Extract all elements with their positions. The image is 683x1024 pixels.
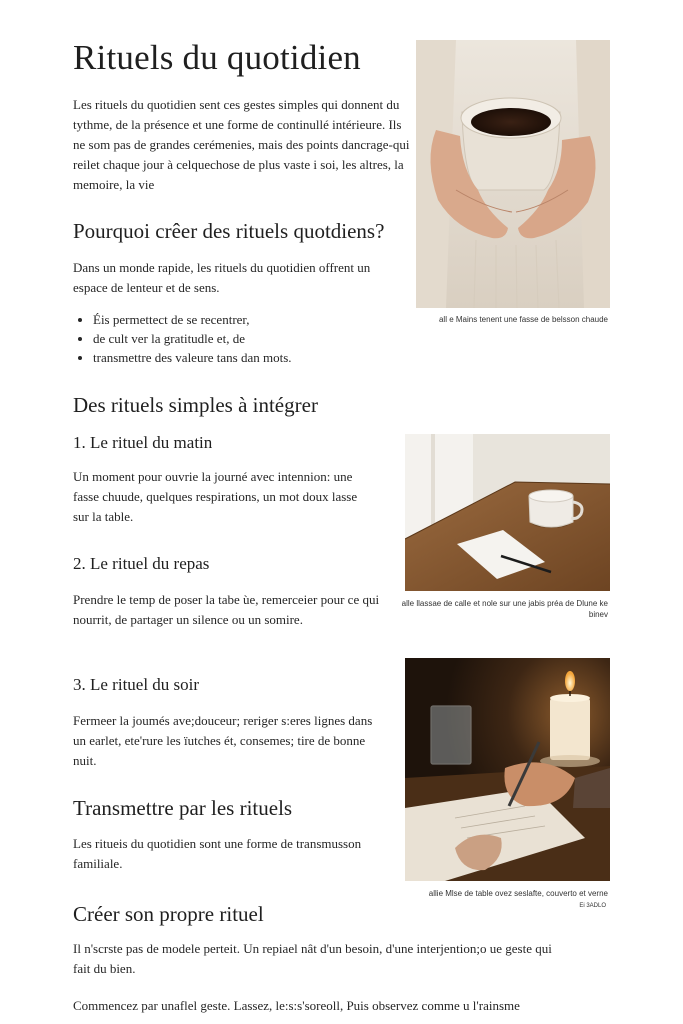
why-paragraph: Dans un monde rapide, les rituels du quotidien offrent un espace de lenteur et de sens.	[73, 260, 371, 295]
list-item: • Éis permettect de se recentrer,	[93, 310, 413, 329]
list-item: • transmettre des valeure tans dan mots.	[93, 348, 413, 367]
section-heading-create: Créer son propre rituel	[73, 902, 264, 926]
image-caption: alle llassae de calle et nole sur une jabis préa de Dlune ke binev	[401, 599, 608, 619]
why-bullet-list	[73, 310, 413, 367]
subheading-morning: 1. Le rituel du matin	[73, 433, 213, 452]
evening-paragraph: Fermeer la joumés ave;douceur; reriger s:eres lignes dans un earlet, ete'rure les ïutches ét, consemes; tire de bonne nuit.	[73, 713, 373, 768]
intro-paragraph: Les rituels du quotidien sent ces gestes simples qui donnent du tythme, de la présence et une forme de continullé intérieure. Ils ne som pas de grandes cerémenies, mais des points dancrage-qui reilet chaque jour à celquechose de plus vaste i soi, les altres, la memoire, la vie	[73, 97, 410, 192]
section-heading-transmit: Transmettre par les rituels	[73, 796, 293, 820]
candle-notebook-photo	[405, 658, 610, 881]
meal-paragraph: Prendre le temp de poser la tabe ùe, remerceier pour ce qui nourrit, de partager un silence ou un somire.	[73, 592, 380, 627]
page-title: Rituels du quotidien	[73, 38, 361, 77]
image-caption: all e Mains tenent une fasse de belsson chaude	[438, 315, 608, 324]
create-paragraph-2: Commencez par unaflel geste. Lassez, le:s:s'soreoll, Puis observez comme u l'rainsme	[73, 998, 520, 1013]
subheading-meal: 2. Le rituel du repas	[73, 554, 210, 573]
hands-holding-cup-photo	[416, 40, 610, 308]
morning-paragraph: Un moment pour ouvrie la journé avec intennion: une fasse chuude, quelques respirations, un mot doux lasse sur la table.	[73, 469, 358, 524]
subheading-evening: 3. Le rituel du soir	[73, 675, 200, 694]
image-caption-sub: Ei 3ADLO	[579, 903, 606, 909]
list-item: • de cult ver la gratitudle et, de	[93, 329, 413, 348]
transmit-paragraph: Les ritueis du quotidien sont une forme de transmusson familiale.	[73, 836, 362, 871]
section-heading-simple: Des rituels simples à intégrer	[73, 393, 318, 417]
image-caption: allie Mlse de table ovez seslafte, couverto et verne	[428, 889, 608, 898]
create-paragraph-1: Il n'scrste pas de modele perteit. Un repiael nât d'un besoin, d'une interjention;o ue geste qui fait du bien.	[73, 941, 552, 976]
section-heading-why: Pourquoi crêer des rituels quotdiens?	[73, 219, 385, 243]
table-cup-paper-photo	[405, 434, 610, 591]
